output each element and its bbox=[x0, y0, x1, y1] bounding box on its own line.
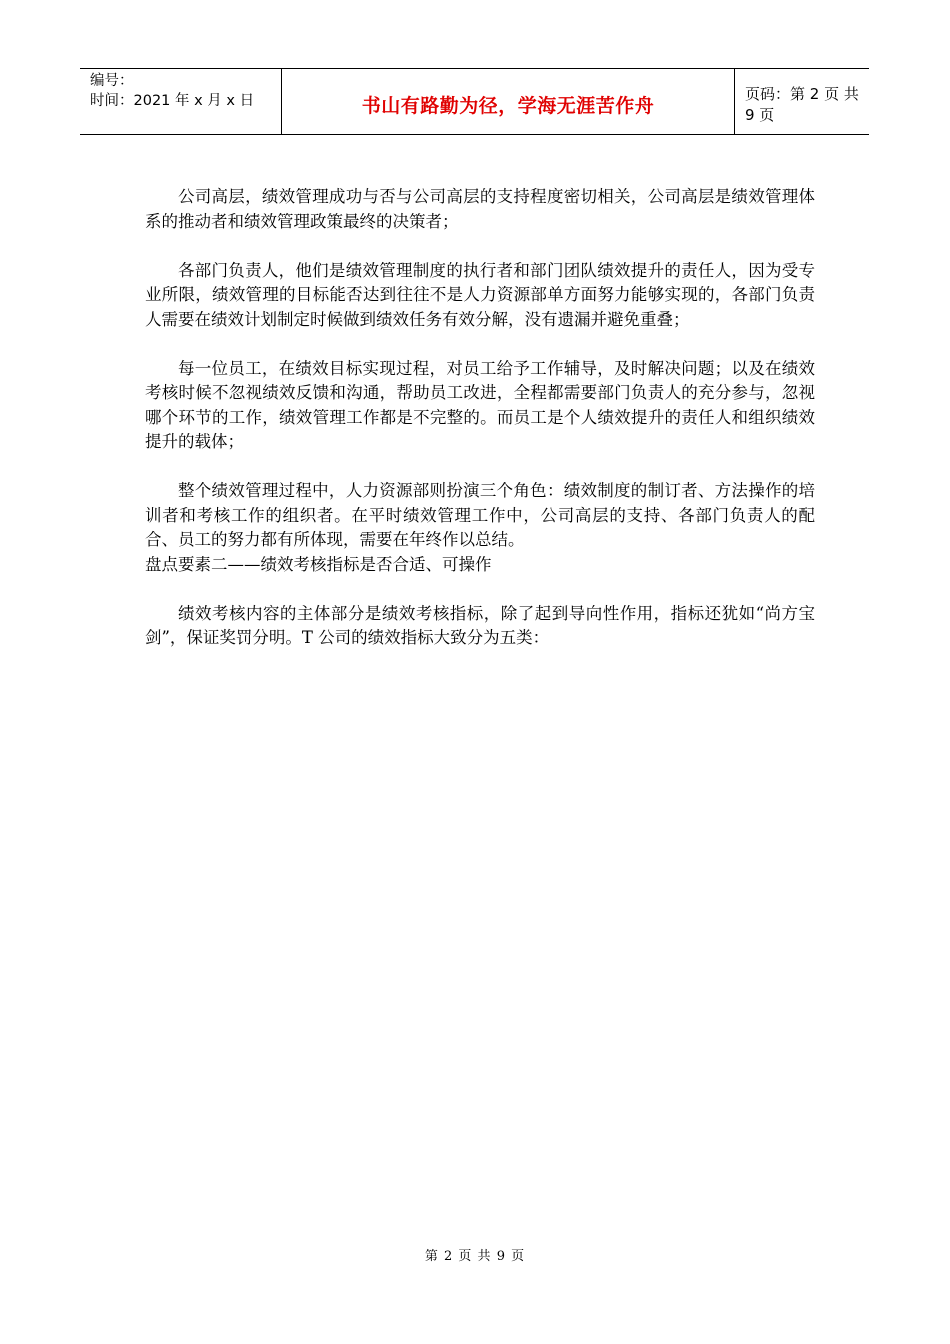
page-header bbox=[80, 68, 869, 135]
document-date-label: 时间：2021 年 x 月 x 日 bbox=[90, 93, 255, 109]
section-heading: 盘点要素二——绩效考核指标是否合适、可操作 bbox=[145, 554, 492, 574]
header-page-info: 页码：第 2 页 共 9 页 bbox=[745, 84, 859, 124]
body-paragraph: 每一位员工，在绩效目标实现过程，对员工给予工作辅导，及时解决问题；以及在绩效考核时候不忽视绩效反馈和沟通，帮助员工改进，全程都需要部门负责人的充分参与，忽视哪个环节的工作，绩效管理工作都是不完整的。而员工是个人绩效提升的责任人和组织绩效提升的载体； bbox=[145, 358, 815, 451]
document-body bbox=[145, 185, 815, 675]
body-paragraph: 公司高层，绩效管理成功与否与公司高层的支持程度密切相关，公司高层是绩效管理体系的推动者和绩效管理政策最终的决策者； bbox=[145, 187, 815, 231]
header-page-info-cell bbox=[735, 69, 869, 134]
header-meta bbox=[80, 69, 282, 134]
body-paragraph: 各部门负责人，他们是绩效管理制度的执行者和部门团队绩效提升的责任人，因为受专业所限，绩效管理的目标能否达到往往不是人力资源部单方面努力能够实现的，各部门负责人需要在绩效计划制定时候做到绩效任务有效分解，没有遗漏并避免重叠； bbox=[145, 260, 815, 329]
document-number-label: 编号： bbox=[90, 73, 134, 89]
header-motto: 书山有路勤为径，学海无涯苦作舟 bbox=[361, 95, 655, 117]
body-paragraph: 绩效考核内容的主体部分是绩效考核指标，除了起到导向性作用，指标还犹如“尚方宝剑”，保证奖罚分明。T 公司的绩效指标大致分为五类： bbox=[145, 603, 815, 647]
body-paragraph: 整个绩效管理过程中，人力资源部则扮演三个角色：绩效制度的制订者、方法操作的培训者和考核工作的组织者。在平时绩效管理工作中，公司高层的支持、各部门负责人的配合、员工的努力都有所体现，需要在年终作以总结。 bbox=[145, 481, 815, 549]
header-motto-cell bbox=[282, 69, 735, 134]
page-footer: 第 2 页 共 9 页 bbox=[424, 1249, 526, 1264]
